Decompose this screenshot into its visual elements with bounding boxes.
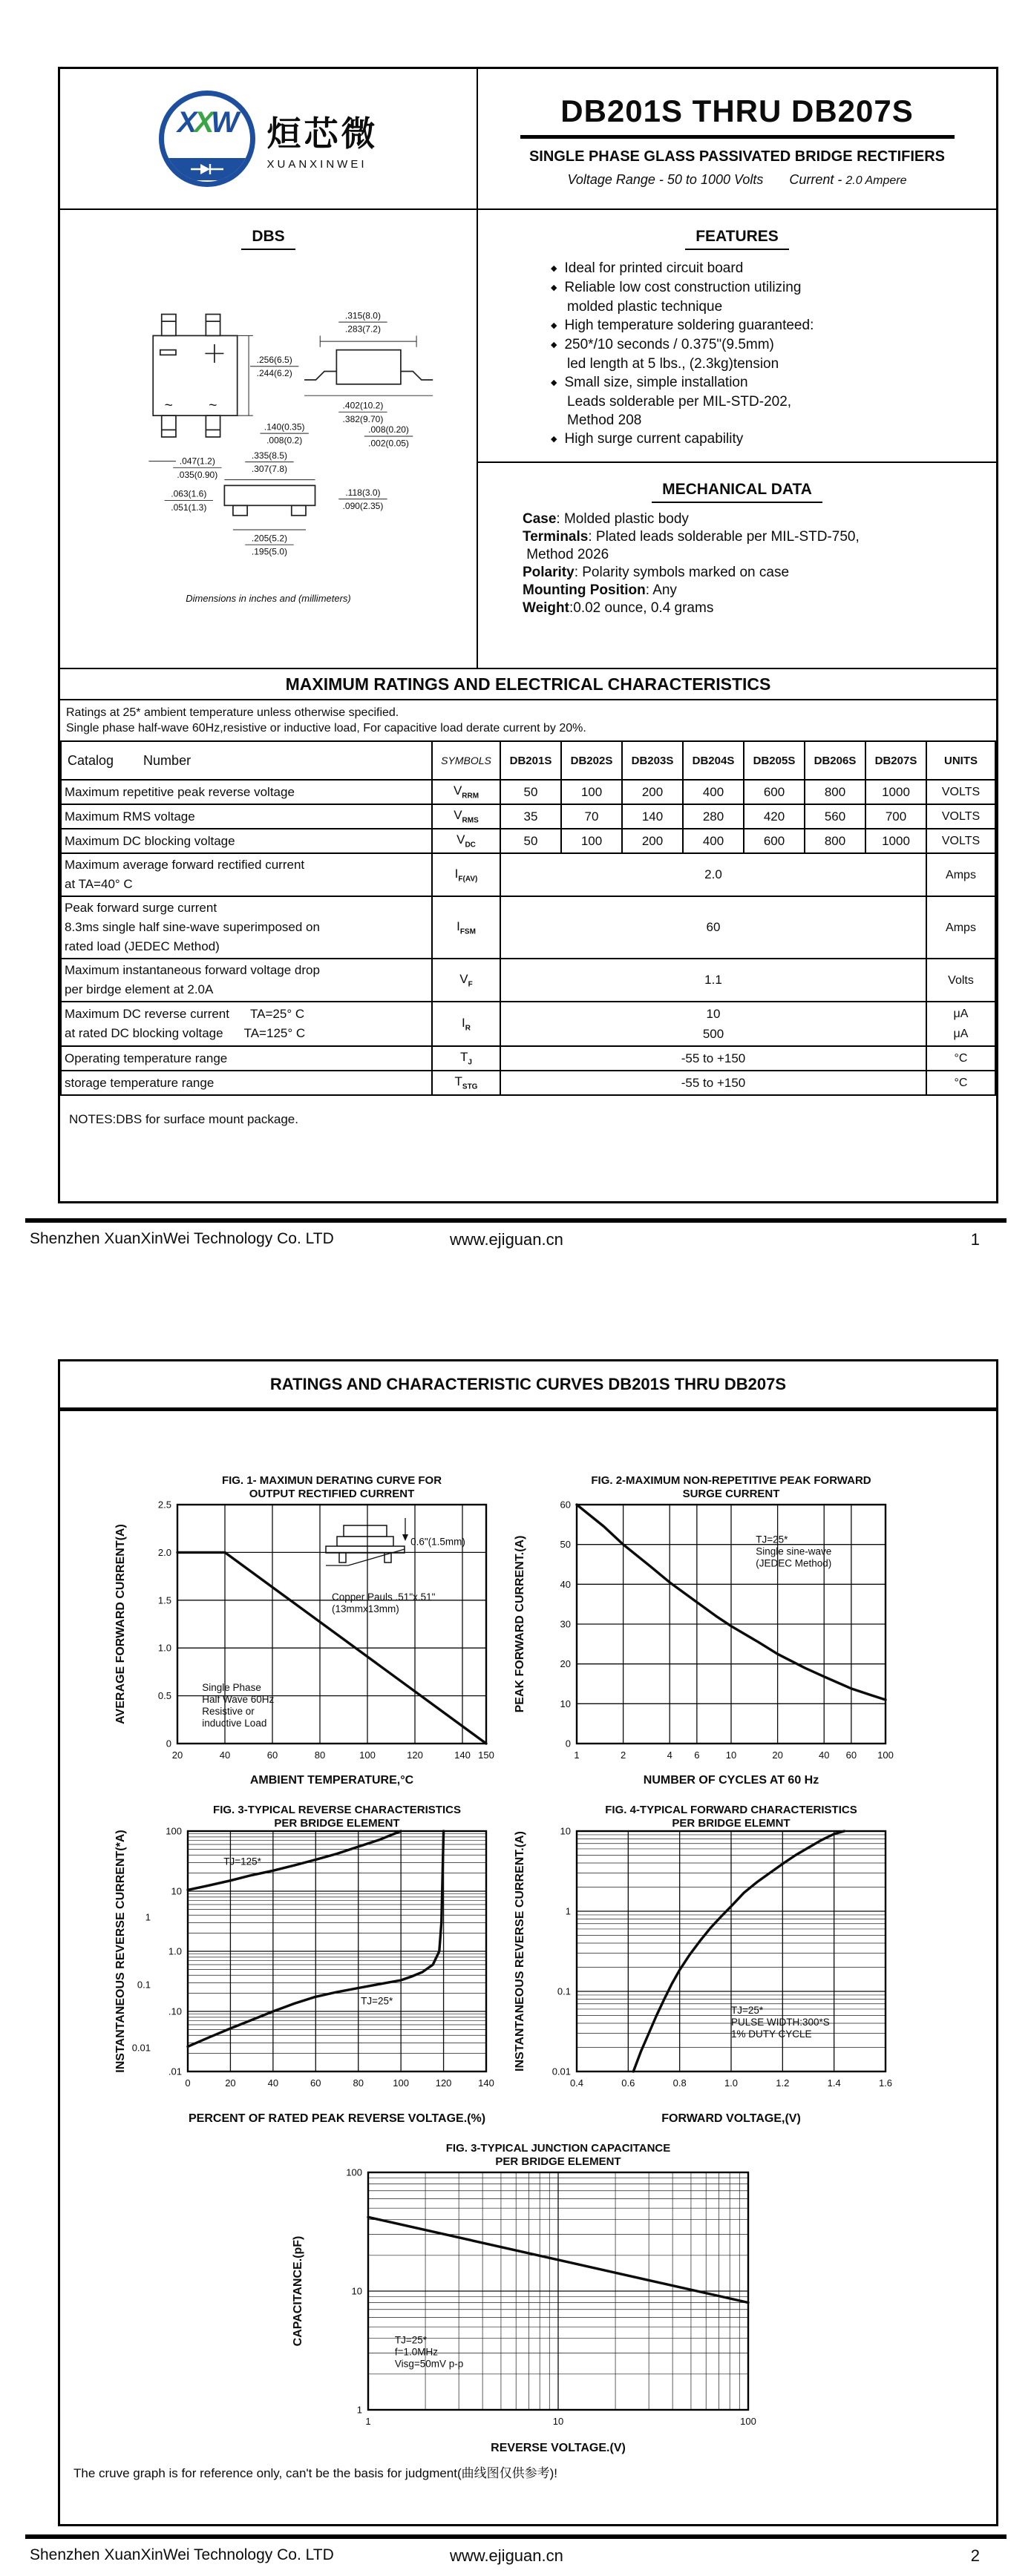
x-tick-label: 1 xyxy=(364,2416,371,2427)
features-section xyxy=(478,210,996,463)
logo-letter-green: X xyxy=(194,106,212,139)
footer-company: Shenzhen XuanXinWei Technology Co. LTD xyxy=(30,2546,334,2563)
x-tick-label: 40 xyxy=(219,1749,231,1761)
charts-grid xyxy=(60,1411,996,2459)
table-cell: 200 xyxy=(622,829,683,853)
page-1 xyxy=(58,67,998,1203)
table-cell: Amps xyxy=(926,896,995,959)
table-cell: VOLTS xyxy=(926,780,995,804)
chart-annotation: PULSE WIDTH:300*S xyxy=(731,2017,830,2028)
table-cell: $I_{FSM}$ xyxy=(432,896,500,959)
col-header: DB204S xyxy=(683,741,744,780)
x-tick-label: 20 xyxy=(772,1749,783,1761)
table-row xyxy=(61,829,995,853)
table-cell: $T_{STG}$ xyxy=(432,1071,500,1095)
page-2 xyxy=(58,1359,998,2526)
charts-row-1 xyxy=(114,1472,996,1791)
chart-title: SURGE CURRENT xyxy=(682,1488,780,1500)
table-cell: 1000 xyxy=(865,780,926,804)
ratings-table xyxy=(60,740,996,1096)
features-list xyxy=(551,259,996,449)
mech-line: Mounting Position: Any xyxy=(523,582,677,598)
x-axis-label: PERCENT OF RATED PEAK REVERSE VOLTAGE.(%) xyxy=(188,2112,486,2125)
x-tick-label: 40 xyxy=(818,1749,830,1761)
specs-column xyxy=(478,210,996,668)
table-cell: 100 xyxy=(561,829,622,853)
range-line xyxy=(567,172,906,188)
col-header: SYMBOLS xyxy=(432,741,500,780)
fig3-reverse-chart xyxy=(114,1801,500,2129)
chart-annotation: Resistive or xyxy=(202,1706,255,1718)
y-tick-label: 0 xyxy=(565,1738,571,1749)
x-tick-label: 0.4 xyxy=(569,2077,584,2089)
y-axis-label: AVERAGE FORWARD CURRENT(A) xyxy=(114,1524,127,1724)
table-cell: Amps xyxy=(926,853,995,896)
feature-text: Method 208 xyxy=(567,413,642,428)
table-cell: 35 xyxy=(500,804,561,829)
chart-annotation: TJ=25* xyxy=(394,2334,427,2346)
table-cell: 800 xyxy=(805,780,865,804)
table-cell: $I_{F(AV)}$ xyxy=(432,853,500,896)
x-tick-label: 60 xyxy=(845,1749,857,1761)
chart-annotation: TJ=125* xyxy=(223,1856,261,1867)
y-tick-label: 2.5 xyxy=(157,1499,171,1511)
feature-text: Ideal for printed circuit board xyxy=(564,260,744,276)
dimension-label: .402(10.2) xyxy=(342,400,383,411)
chart-annotation: Copper Pauls .51"x.51" xyxy=(332,1591,436,1603)
y-tick-label: 0.01 xyxy=(551,2066,571,2077)
y-axis-label: INSTANTANEOUS REVERSE CURRENT.(A) xyxy=(514,1831,526,2071)
chart-title: FIG. 3-TYPICAL REVERSE CHARACTERISTICS xyxy=(213,1804,461,1816)
diode-icon xyxy=(189,162,225,176)
y-tick-label: 50 xyxy=(560,1539,571,1551)
mech-title: MECHANICAL DATA xyxy=(652,481,822,503)
x-tick-label: 100 xyxy=(393,2077,409,2089)
notes-line: NOTES:DBS for surface mount package. xyxy=(69,1112,298,1126)
feature-text: High temperature soldering guaranteed: xyxy=(564,318,814,333)
y-axis-label: CAPACITANCE.(pF) xyxy=(291,2235,304,2347)
footer-page-number: 2 xyxy=(970,2546,980,2565)
chart-annotation: f=1.0MHz xyxy=(394,2346,438,2358)
x-tick-label: 120 xyxy=(407,1749,423,1761)
table-cell: 50 xyxy=(500,829,561,853)
chart-annotation: 0.6"(1.5mm) xyxy=(410,1536,465,1548)
table-cell: 60 xyxy=(500,896,926,959)
chart-annotation: TJ=25* xyxy=(731,2005,764,2017)
dimension-label: .307(7.8) xyxy=(251,464,287,475)
feature-text: molded plastic technique xyxy=(567,299,723,315)
y-tick-label: 1 xyxy=(356,2404,362,2416)
fig5-capacitance-chart xyxy=(291,2140,766,2459)
chart-annotation: TJ=25* xyxy=(756,1534,788,1545)
chart-annotation: (JEDEC Method) xyxy=(756,1557,832,1569)
mech-heading xyxy=(478,481,996,503)
logo-letter: X xyxy=(177,106,194,139)
x-tick-label: 60 xyxy=(266,1749,278,1761)
table-cell: 10 500 xyxy=(500,1002,926,1046)
footer-company: Shenzhen XuanXinWei Technology Co. LTD xyxy=(30,1230,334,1247)
chart-title: PER BRIDGE ELEMENT xyxy=(494,2155,621,2168)
chart-title: FIG. 1- MAXIMUN DERATING CURVE FOR xyxy=(221,1474,442,1487)
table-cell: storage temperature range xyxy=(61,1071,432,1095)
y-tick-label: 1.5 xyxy=(157,1594,171,1606)
y-tick-label: 10 xyxy=(560,1825,571,1837)
y-tick-label: 0.5 xyxy=(157,1690,171,1702)
x-tick-label: 2 xyxy=(620,1749,626,1761)
x-tick-label: 10 xyxy=(725,1749,737,1761)
feature-text: 250*/10 seconds / 0.375"(9.5mm) xyxy=(564,337,774,352)
dimension-label: .090(2.35) xyxy=(342,501,383,512)
y-tick-label: 1.0 xyxy=(157,1642,171,1654)
chart-annotation: inductive Load xyxy=(202,1718,267,1729)
x-tick-label: 0 xyxy=(185,2077,191,2089)
charts-row-2 xyxy=(114,1801,996,2129)
feature-item xyxy=(551,392,996,411)
table-cell: Maximum DC blocking voltage xyxy=(61,829,432,853)
package-name: DBS xyxy=(241,228,295,250)
chart-title: FIG. 4-TYPICAL FORWARD CHARACTERISTICS xyxy=(605,1804,857,1816)
col-header: DB205S xyxy=(744,741,805,780)
col-header: DB207S xyxy=(865,741,926,780)
ratings-band xyxy=(60,669,996,700)
chart-annotation: (13mmx13mm) xyxy=(332,1603,399,1614)
title-cell xyxy=(478,69,996,208)
dimension-label: .008(0.20) xyxy=(367,424,409,436)
x-axis-label: REVERSE VOLTAGE.(V) xyxy=(490,2442,626,2454)
x-tick-label: 6 xyxy=(694,1749,700,1761)
mech-line: Case: Molded plastic body xyxy=(523,511,689,527)
table-cell: VOLTS xyxy=(926,804,995,829)
table-cell: 800 xyxy=(805,829,865,853)
col-header: DB201S xyxy=(500,741,561,780)
logo-text xyxy=(267,107,379,171)
bullet-icon: ◆ xyxy=(551,321,557,330)
fig4-forward-chart xyxy=(513,1801,899,2129)
dbs-dims xyxy=(164,310,413,556)
y-outer-label: 0.01 xyxy=(131,2042,151,2054)
y-axis-label: PEAK FORWARD CURRENT.(A) xyxy=(514,1535,526,1713)
table-row xyxy=(61,1002,995,1046)
dimension-label: .140(0.35) xyxy=(264,421,305,433)
col-header: Catalog Number xyxy=(61,741,432,780)
x-axis-label: NUMBER OF CYCLES AT 60 Hz xyxy=(643,1774,819,1787)
ratings-notes xyxy=(60,700,996,739)
x-tick-label: 0.8 xyxy=(672,2077,687,2089)
ratings-note-2: Single phase half-wave 60Hz,resistive or inductive load, For capacitive load derate current by 20%. xyxy=(66,722,586,735)
current-value: 2.0 Ampere xyxy=(845,174,907,187)
x-tick-label: 60 xyxy=(310,2077,321,2089)
y-tick-label: 1 xyxy=(565,1905,571,1917)
chart-title: FIG. 2-MAXIMUM NON-REPETITIVE PEAK FORWARD xyxy=(591,1474,871,1487)
x-tick-label: 1.6 xyxy=(878,2077,893,2089)
feature-item xyxy=(551,355,996,373)
curves-title-bar xyxy=(60,1361,996,1411)
curves-title: RATINGS AND CHARACTERISTIC CURVES DB201S THRU DB207S xyxy=(269,1375,787,1393)
current-label: Current - xyxy=(789,171,842,187)
chart-annotation: Visg=50mV p-p xyxy=(394,2358,463,2370)
x-tick-label: 100 xyxy=(359,1749,376,1761)
table-cell: Maximum repetitive peak reverse voltage xyxy=(61,780,432,804)
table-cell: 400 xyxy=(683,829,744,853)
mech-line: Weight:0.02 ounce, 0.4 grams xyxy=(523,600,714,616)
mech-line: Terminals: Plated leads solderable per MIL-STD-750, xyxy=(523,529,860,545)
bullet-icon: ◆ xyxy=(551,341,557,349)
bullet-icon: ◆ xyxy=(551,283,557,292)
logo-band xyxy=(159,158,255,180)
table-cell: 600 xyxy=(744,829,805,853)
dimension-label: .008(0.2) xyxy=(266,435,302,446)
y-tick-label: 100 xyxy=(166,1825,182,1837)
company-name-en: XUANXINWEI xyxy=(266,158,367,171)
dimension-label: .335(8.5) xyxy=(251,450,287,461)
table-cell: VOLTS xyxy=(926,829,995,853)
feature-text: led length at 5 lbs., (2.3kg)tension xyxy=(567,356,779,372)
table-row xyxy=(61,1071,995,1095)
table-cell: Maximum average forward rectified current at TA=40° C xyxy=(61,853,432,896)
chart-annotation: TJ=25* xyxy=(361,1995,393,2007)
table-row xyxy=(61,959,995,1002)
y-tick-label: 40 xyxy=(560,1578,571,1590)
ratings-note-1: Ratings at 25* ambient temperature unless otherwise specified. xyxy=(66,706,399,719)
table-cell: 560 xyxy=(805,804,865,829)
title-underline xyxy=(520,135,955,139)
body-columns xyxy=(60,210,996,669)
y-tick-label: 0.1 xyxy=(557,1985,571,1997)
table-cell: 400 xyxy=(683,780,744,804)
feature-text: High surge current capability xyxy=(564,431,744,447)
bullet-icon: ◆ xyxy=(551,435,557,444)
table-cell: 1.1 xyxy=(500,959,926,1002)
y-tick-label: 10 xyxy=(171,1885,182,1897)
package-name-title xyxy=(241,228,295,250)
table-row xyxy=(61,896,995,959)
feature-item xyxy=(551,430,996,449)
x-tick-label: 80 xyxy=(314,1749,326,1761)
chart-title: PER BRIDGE ELEMENT xyxy=(274,1817,400,1830)
company-name-cn: 烜芯微 xyxy=(266,114,379,154)
features-title: FEATURES xyxy=(685,228,789,250)
footer-url[interactable]: www.ejiguan.cn xyxy=(450,2546,563,2565)
table-cell: 1000 xyxy=(865,829,926,853)
chart-annotation: Half Wave 60Hz xyxy=(202,1694,275,1706)
footer-row xyxy=(25,1230,1007,1252)
table-header-row xyxy=(61,741,995,780)
footer-page-1 xyxy=(25,1218,1007,1252)
table-cell: 600 xyxy=(744,780,805,804)
feature-item xyxy=(551,411,996,430)
chart-annotation: Single Phase xyxy=(202,1682,261,1694)
dimension-label: .315(8.0) xyxy=(344,310,381,321)
table-cell: Maximum DC reverse current TA=25° C at rated DC blocking voltage TA=125° C xyxy=(61,1002,432,1046)
chart-annotation: 1% DUTY CYCLE xyxy=(731,2028,812,2040)
y-tick-label: 2.0 xyxy=(157,1546,171,1558)
table-cell: 50 xyxy=(500,780,561,804)
chart-title: PER BRIDGE ELEMNT xyxy=(672,1817,791,1830)
x-tick-label: 1.4 xyxy=(827,2077,841,2089)
table-cell: 2.0 xyxy=(500,853,926,896)
feature-item xyxy=(551,316,996,335)
mechanical-section xyxy=(478,463,996,668)
header xyxy=(60,69,996,210)
voltage-range: Voltage Range - 50 to 1000 Volts xyxy=(567,171,764,187)
company-logo xyxy=(159,91,255,187)
x-axis-label: AMBIENT TEMPERATURE,°C xyxy=(249,1774,414,1787)
table-cell: °C xyxy=(926,1046,995,1071)
table-cell: $I_R$ xyxy=(432,1002,500,1046)
x-tick-label: 1 xyxy=(574,1749,580,1761)
dimension-label: .047(1.2) xyxy=(179,456,215,467)
x-tick-label: 1.2 xyxy=(776,2077,790,2089)
x-tick-label: 20 xyxy=(171,1749,183,1761)
dimension-label: .118(3.0) xyxy=(344,487,381,498)
y-tick-label: 10 xyxy=(351,2285,362,2297)
x-tick-label: 10 xyxy=(552,2416,563,2427)
x-tick-label: 0.6 xyxy=(621,2077,635,2089)
x-tick-label: 4 xyxy=(667,1749,672,1761)
feature-item xyxy=(551,259,996,278)
fig1-derating-chart xyxy=(114,1472,500,1791)
footer-url[interactable]: www.ejiguan.cn xyxy=(450,1230,563,1249)
feature-item xyxy=(551,335,996,355)
logo-cell xyxy=(60,69,478,208)
dimension-label: .195(5.0) xyxy=(251,546,287,557)
y-tick-label: 0 xyxy=(166,1738,171,1749)
x-tick-label: 100 xyxy=(739,2416,756,2427)
table-cell: $V_{RRM}$ xyxy=(432,780,500,804)
features-heading xyxy=(478,228,996,250)
table-row xyxy=(61,1046,995,1071)
footer-rule xyxy=(25,2534,1007,2539)
package-column xyxy=(60,210,478,668)
dimension-label: .063(1.6) xyxy=(170,488,206,499)
bullet-icon: ◆ xyxy=(551,264,557,273)
feature-text: Small size, simple installation xyxy=(564,375,748,390)
table-cell: Volts xyxy=(926,959,995,1002)
table-row xyxy=(61,804,995,829)
table-cell: Maximum RMS voltage xyxy=(61,804,432,829)
chart-annotation: Single sine-wave xyxy=(756,1545,832,1557)
x-tick-label: 40 xyxy=(267,2077,279,2089)
package-caption: Dimensions in inches and (millimeters) xyxy=(186,593,351,604)
table-cell: $V_F$ xyxy=(432,959,500,1002)
table-row xyxy=(61,780,995,804)
table-cell: $T_J$ xyxy=(432,1046,500,1071)
dimension-label: .256(6.5) xyxy=(256,354,292,365)
ac-symbol: ~ xyxy=(164,398,173,414)
x-tick-label: 1.0 xyxy=(724,2077,739,2089)
x-tick-label: 140 xyxy=(478,2077,494,2089)
feature-text: Leads solderable per MIL-STD-202, xyxy=(567,394,792,410)
col-header: DB203S xyxy=(622,741,683,780)
dimension-label: .244(6.2) xyxy=(256,368,292,379)
table-cell: 70 xyxy=(561,804,622,829)
dimension-label: .002(0.05) xyxy=(367,438,409,449)
mech-list xyxy=(523,510,996,617)
table-cell: Maximum instantaneous forward voltage drop per birdge element at 2.0A xyxy=(61,959,432,1002)
subtitle: SINGLE PHASE GLASS PASSIVATED BRIDGE RECTIFIERS xyxy=(528,148,946,165)
dimension-label: .051(1.3) xyxy=(170,502,206,513)
y-outer-label: 0.1 xyxy=(137,1979,151,1991)
y-tick-label: 100 xyxy=(345,2166,362,2178)
mech-line: Method 2026 xyxy=(523,547,609,562)
y-tick-label: 60 xyxy=(560,1499,571,1511)
table-cell: °C xyxy=(926,1071,995,1095)
col-header: UNITS xyxy=(926,741,995,780)
x-tick-label: 80 xyxy=(353,2077,364,2089)
feature-item xyxy=(551,373,996,392)
y-tick-label: 30 xyxy=(560,1618,571,1630)
dimension-label: .205(5.2) xyxy=(251,533,287,544)
table-cell: $V_{DC}$ xyxy=(432,829,500,853)
table-cell: 100 xyxy=(561,780,622,804)
x-tick-label: 140 xyxy=(454,1749,471,1761)
ratings-title: MAXIMUM RATINGS AND ELECTRICAL CHARACTERISTICS xyxy=(285,674,771,694)
y-outer-label: 1 xyxy=(145,1911,151,1923)
x-axis-label: FORWARD VOLTAGE,(V) xyxy=(661,2112,801,2125)
table-cell: -55 to +150 xyxy=(500,1046,926,1071)
col-header: DB206S xyxy=(805,741,865,780)
footer-page-number: 1 xyxy=(970,1230,980,1249)
dbs-package-drawing xyxy=(62,250,475,585)
table-cell: $V_{RMS}$ xyxy=(432,804,500,829)
footer-row xyxy=(25,2546,1007,2569)
y-tick-label: .10 xyxy=(168,2005,182,2017)
y-tick-label: 10 xyxy=(560,1698,571,1709)
footer-page-2 xyxy=(25,2534,1007,2569)
x-tick-label: 100 xyxy=(877,1749,894,1761)
chart-title: FIG. 3-TYPICAL JUNCTION CAPACITANCE xyxy=(445,2142,670,2155)
y-tick-label: .01 xyxy=(168,2066,182,2077)
y-tick-label: 1.0 xyxy=(168,1945,182,1957)
table-cell: 140 xyxy=(622,804,683,829)
fig2-surge-chart xyxy=(513,1472,899,1791)
charts-row-3 xyxy=(60,2140,996,2459)
table-cell: Operating temperature range xyxy=(61,1046,432,1071)
chart-title: OUTPUT RECTIFIED CURRENT xyxy=(249,1488,415,1500)
table-cell: μA μA xyxy=(926,1002,995,1046)
data-curve-TJ=125 xyxy=(188,1831,401,1890)
feature-item xyxy=(551,298,996,316)
table-cell: 200 xyxy=(622,780,683,804)
logo-monogram xyxy=(164,106,250,139)
y-tick-label: 20 xyxy=(560,1658,571,1670)
feature-item xyxy=(551,278,996,298)
bullet-icon: ◆ xyxy=(551,378,557,387)
table-row xyxy=(61,853,995,896)
dimension-label: .283(7.2) xyxy=(344,323,381,335)
table-cell: Peak forward surge current 8.3ms single half sine-wave superimposed on rated load (JEDEC Method) xyxy=(61,896,432,959)
page-title: DB201S THRU DB207S xyxy=(560,93,914,128)
table-cell: 420 xyxy=(744,804,805,829)
mech-line: Polarity: Polarity symbols marked on case xyxy=(523,565,790,580)
dimension-label: .035(0.90) xyxy=(176,469,217,480)
dimension-label: .382(9.70) xyxy=(342,413,383,424)
table-cell: -55 to +150 xyxy=(500,1071,926,1095)
table-cell: 280 xyxy=(683,804,744,829)
logo-letter: W xyxy=(211,106,237,139)
footer-rule xyxy=(25,1218,1007,1223)
feature-text: Reliable low cost construction utilizing xyxy=(564,280,802,295)
x-tick-label: 120 xyxy=(435,2077,452,2089)
y-axis-label: INSTANTANEOUS REVERSE CURRENT(*A) xyxy=(114,1830,127,2073)
x-tick-label: 150 xyxy=(478,1749,494,1761)
table-cell: 700 xyxy=(865,804,926,829)
col-header: DB202S xyxy=(561,741,622,780)
reference-note: The cruve graph is for reference only, can't be the basis for judgment(曲线图仅供参考)! xyxy=(73,2466,558,2480)
x-tick-label: 20 xyxy=(225,2077,236,2089)
ac-symbol: ~ xyxy=(208,398,217,414)
